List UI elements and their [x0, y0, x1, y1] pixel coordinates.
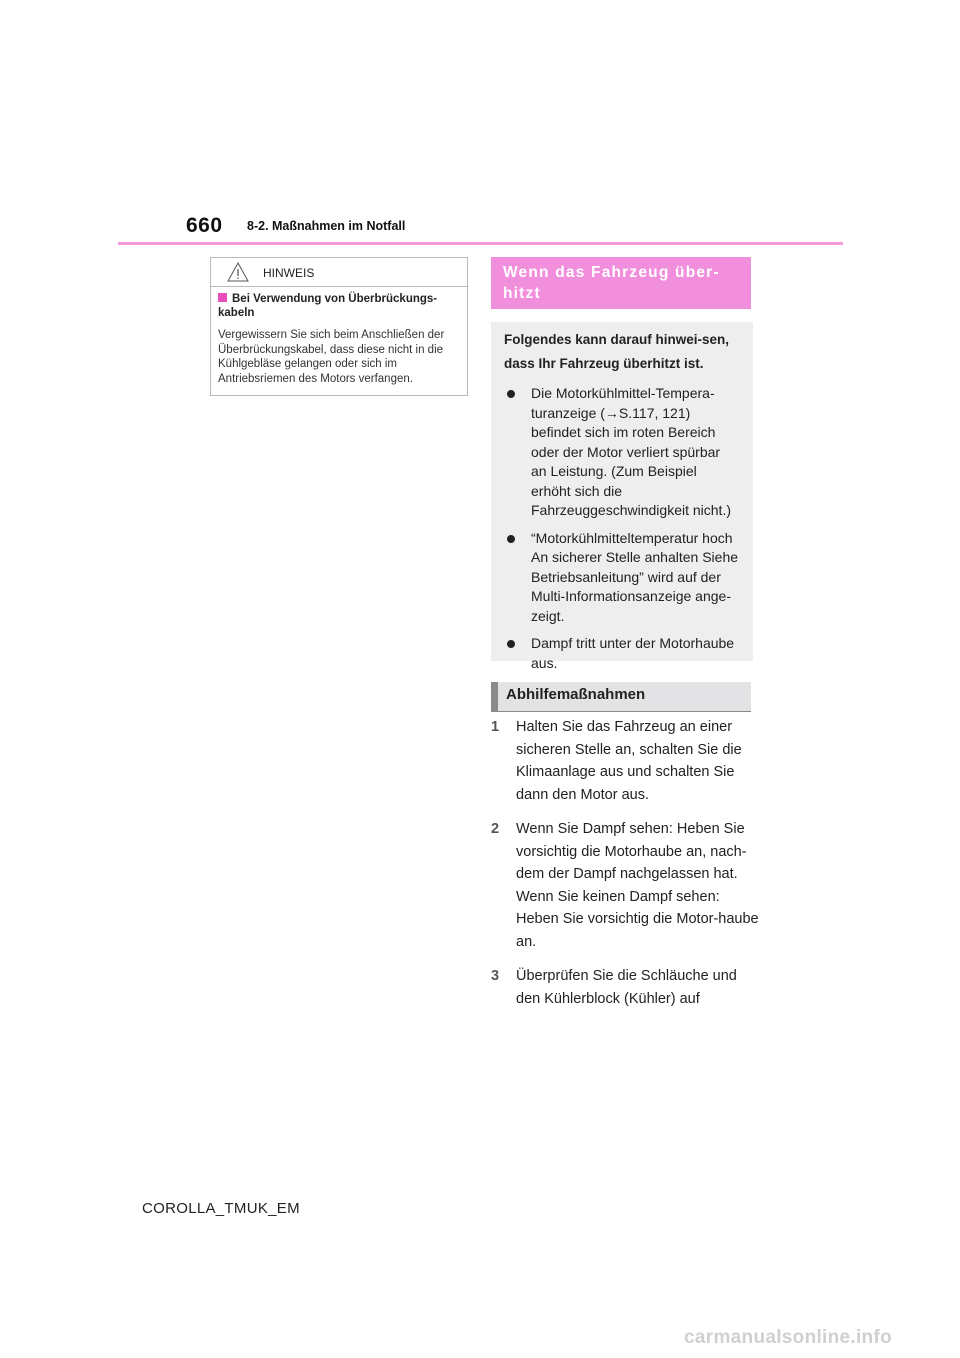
step-item [491, 716, 761, 806]
bullet-dot-icon [507, 390, 515, 398]
symptoms-intro: Folgendes kann darauf hinwei-sen, dass Ihr Fahrzeug überhitzt ist. [504, 332, 730, 371]
bullet-dot-icon [507, 640, 515, 648]
step-text: Wenn Sie Dampf sehen: Heben Sie vorsichtig die Motorhaube an, nach-dem der Dampf nachgelassen hat. Wenn Sie keinen Dampf sehen: Heben Sie vorsichtig die Motor-haube an. [516, 821, 759, 950]
step-number: 1 [491, 719, 500, 735]
step-number: 3 [491, 968, 500, 984]
notice-subheading [218, 292, 463, 320]
notice-subheading-text: Bei Verwendung von Überbrückungs-kabeln [218, 293, 438, 319]
notice-title: HINWEIS [263, 266, 315, 280]
header-rule [118, 242, 843, 245]
bullet-text: Die Motorkühlmittel-Tempera-turanzeige (→S.117, 121) befindet sich im roten Bereich oder der Motor verliert spürbar an Leistung. (Zum Beispiel erhöht sich die Fahrzeuggeschwindigkeit nicht.) [531, 385, 731, 518]
watermark: carmanualsonline.info [684, 1327, 892, 1348]
remedy-heading: Abhilfemaßnahmen [491, 682, 751, 711]
step-item [491, 965, 761, 1010]
step-number: 2 [491, 821, 500, 837]
overheat-symptoms-box [491, 322, 753, 671]
step-text: Halten Sie das Fahrzeug an einer sicheren Stelle an, schalten Sie die Klimaanlage aus und schalten Sie dann den Motor aus. [516, 719, 742, 803]
step-text: Überprüfen Sie die Schläuche und den Kühlerblock (Kühler) auf [516, 968, 737, 1007]
page-number: 660 [186, 214, 223, 237]
section-title: 8-2. Maßnahmen im Notfall [247, 219, 406, 233]
bullet-text: Dampf tritt unter der Motorhaube aus. [531, 635, 735, 671]
overheat-heading: Wenn das Fahrzeug über-hitzt [491, 257, 751, 309]
step-item [491, 818, 761, 953]
notice-header [211, 258, 467, 287]
bullet-item [504, 529, 739, 627]
remedy-heading-rule [491, 711, 751, 712]
bullet-item [504, 634, 739, 673]
bullet-dot-icon [507, 535, 515, 543]
pink-square-icon [218, 293, 227, 302]
bullet-text: “Motorkühlmitteltemperatur hoch An sicherer Stelle anhalten Siehe Betriebsanleitung” wird auf der Multi-Informationsanzeige ange-zeigt. [531, 529, 739, 624]
bullet-item [504, 384, 739, 521]
warning-triangle-icon [227, 262, 249, 282]
remedy-steps [491, 716, 761, 1022]
document-code: COROLLA_TMUK_EM [142, 1200, 300, 1217]
notice-box [210, 257, 468, 396]
notice-body: Vergewissern Sie sich beim Anschließen der Überbrückungskabel, dass diese nicht in die Kühlgebläse gelangen oder sich im Antriebsriemen des Motors verfangen. [218, 329, 445, 385]
